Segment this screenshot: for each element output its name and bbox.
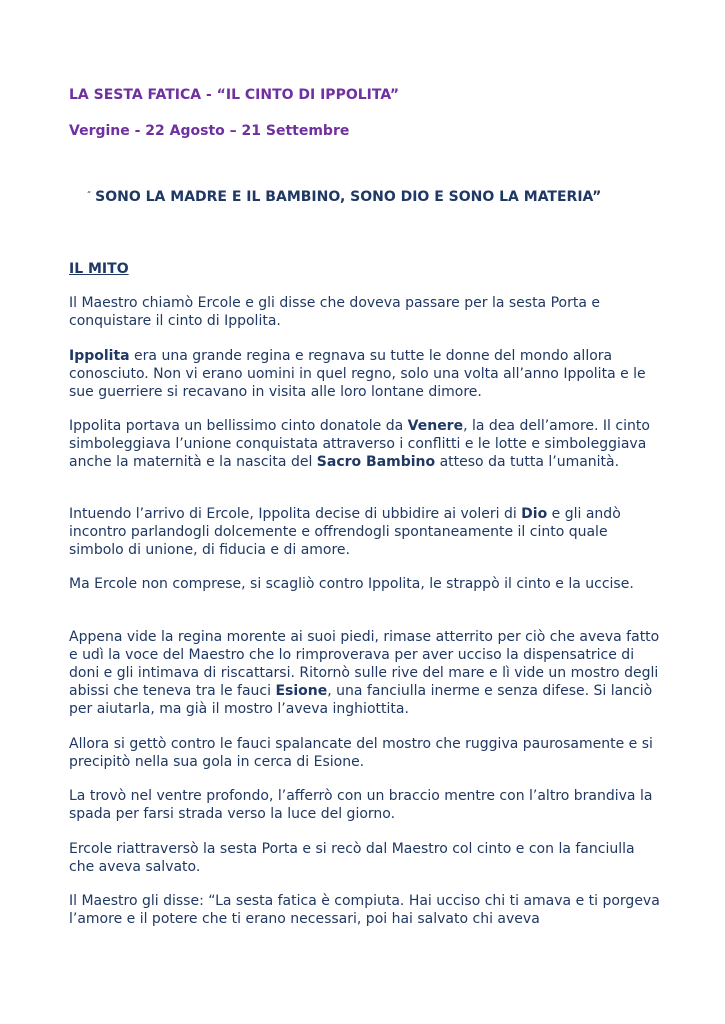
- paragraph-4: [69, 505, 664, 559]
- paragraph-8: La trovò nel ventre profondo, l’afferrò con un braccio mentre con l’altro brandiva la spada per farsi strada verso la luce del giorno.: [69, 788, 653, 822]
- paragraph-9: Ercole riattraversò la sesta Porta e si recò dal Maestro col cinto e con la fanciulla che aveva salvato.: [69, 841, 635, 875]
- paragraph-3: [69, 417, 664, 471]
- paragraph-7: Allora si gettò contro le fauci spalancate del mostro che ruggiva paurosamente e si precipitò nella sua gola in cerca di Esione.: [69, 736, 653, 770]
- bold-term: Venere: [407, 418, 464, 434]
- motto-quote: [87, 189, 601, 205]
- paragraph-5: Ma Ercole non comprese, si scagliò contro Ippolita, le strappò il cinto e la uccise.: [69, 576, 634, 592]
- bold-term: Ippolita: [69, 348, 130, 364]
- paragraph-text: Ippolita portava un bellissimo cinto donatole da: [69, 418, 408, 434]
- motto-text: SONO LA MADRE E IL BAMBINO, SONO DIO E SONO LA MATERIA”: [95, 189, 602, 205]
- paragraph-text: e gli andò incontro parlandogli dolcemente e offrendogli spontaneamente il cinto quale simbolo di unione, di fiducia e di amore.: [69, 506, 621, 558]
- paragraph-10: Il Maestro gli disse: “La sesta fatica è compiuta. Hai ucciso chi ti amava e ti porgeva l’amore e il potere che ti erano necessari, poi hai salvato chi aveva: [69, 893, 660, 927]
- bold-term: Sacro Bambino: [316, 454, 436, 470]
- paragraph-text: , una fanciulla inerme e senza difese. Si lanciò per aiutarla, ma già il mostro l’aveva inghiottita.: [69, 683, 653, 717]
- paragraph-text: Intuendo l’arrivo di Ercole, Ippolita decise di ubbidire ai voleri di: [69, 506, 522, 522]
- paragraph-text: , la dea dell’amore. Il cinto simboleggiava l’unione conquistata attraverso i conflitti e le lotte e simboleggiava anche la maternità e la nascita del: [69, 418, 650, 470]
- zodiac-dates: Vergine - 22 Agosto – 21 Settembre: [69, 123, 350, 139]
- paragraph-2: [69, 347, 664, 401]
- open-quote-mark: “: [87, 190, 92, 199]
- bold-term: Dio: [521, 506, 548, 522]
- paragraph-text: Appena vide la regina morente ai suoi piedi, rimase atterrito per ciò che aveva fatto e udì la voce del Maestro che lo rimproverava per aver ucciso la dispensatrice di doni e gli intimava di riscattarsi. Ritornò sulle rive del mare e lì vide un mostro degli abissi che teneva tra le fauci: [69, 629, 660, 699]
- paragraph-text: atteso da tutta l’umanità.: [435, 454, 620, 470]
- paragraph-6: [69, 628, 664, 718]
- section-heading: IL MITO: [69, 261, 129, 277]
- bold-term: Esione: [275, 683, 328, 699]
- paragraph-text: era una grande regina e regnava su tutte le donne del mondo allora conosciuto. Non vi erano uomini in quel regno, solo una volta all’anno Ippolita e le sue guerriere si recavano in visita alle loro lontane dimore.: [69, 348, 646, 400]
- paragraph-1: Il Maestro chiamò Ercole e gli disse che doveva passare per la sesta Porta e conquistare il cinto di Ippolita.: [69, 295, 600, 329]
- document-title: LA SESTA FATICA - “IL CINTO DI IPPOLITA”: [69, 87, 400, 103]
